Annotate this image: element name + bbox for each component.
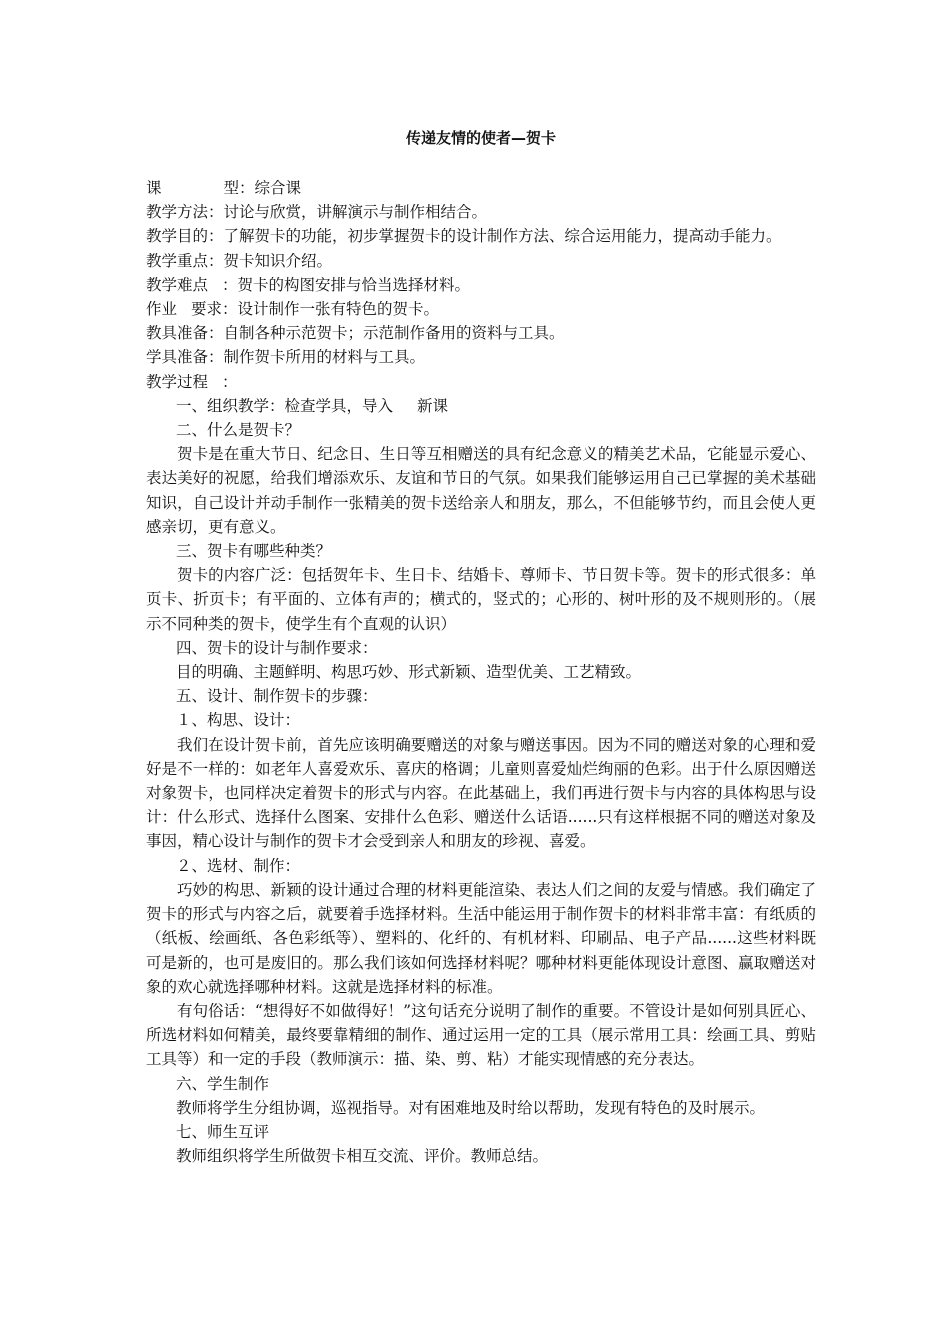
homework-requirement: [146, 297, 816, 321]
section-5-1-heading: １、构思、设计：: [176, 711, 301, 730]
section-2-paragraph: 贺卡是在重大节日、纪念日、生日等互相赠送的具有纪念意义的精美艺术品，它能显示爱心、表达美好的祝愿，给我们增添欢乐、友谊和节日的气氛。如果我们能够运用自己已掌握的美术基础知识，自己设计并动手制作一张精美的贺卡送给亲人和朋友，那么，不但能够节约，而且会使人更感亲切，更有意义。: [146, 445, 816, 536]
teaching-method: 教学方法：讨论与欣赏，讲解演示与制作相结合。: [146, 203, 488, 222]
section-1-heading: [146, 394, 816, 418]
section-5-2-paragraph-a: 巧妙的构思、新颖的设计通过合理的材料更能渲染、表达人们之间的友爱与情感。我们确定了贺卡的形式与内容之后，就要着手选择材料。生活中能运用于制作贺卡的材料非常丰富：有纸质的（纸板、绘画纸、各色彩纸等）、塑料的、化纤的、有机材料、印刷品、电子产品......这些材料既可是新的，也可是废旧的。那么我们该如何选择材料呢？哪种材料更能体现设计意图、赢取赠送对象的欢心就选择哪种材料。这就是选择材料的标准。: [146, 880, 816, 996]
teaching-key-point: 教学重点：贺卡知识介绍。: [146, 251, 333, 270]
student-preparation: 学具准备：制作贺卡所用的材料与工具。: [146, 348, 426, 367]
section-1-text-b: 新课: [417, 396, 449, 415]
section-5-2-paragraph-b: 有句俗话：“想得好不如做得好！”这句话充分说明了制作的重要。不管设计是如何别具匠心、所选材料如何精美，最终要靠精细的制作、通过运用一定的工具（展示常用工具：绘画工具、剪贴工具等）和一定的手段（教师演示：描、染、剪、粘）才能实现情感的充分表达。: [146, 1001, 816, 1069]
document-page: [146, 128, 816, 1168]
teaching-goal: 教学目的：了解贺卡的功能，初步掌握贺卡的设计制作方法、综合运用能力，提高动手能力。: [146, 227, 782, 246]
teaching-process-label: [146, 370, 816, 394]
teaching-difficulty: [146, 273, 816, 297]
section-6-heading: 六、学生制作: [176, 1074, 270, 1093]
section-5-2-heading: ２、选材、制作：: [176, 856, 301, 875]
teacher-preparation: 教具准备：自制各种示范贺卡；示范制作备用的资料与工具。: [146, 324, 565, 343]
lesson-type-value: 型：综合课: [223, 179, 302, 197]
lesson-type-label: 课: [146, 179, 162, 197]
lesson-type: [146, 176, 816, 200]
section-3-paragraph: 贺卡的内容广泛：包括贺年卡、生日卡、结婚卡、尊师卡、节日贺卡等。贺卡的形式很多：单页卡、折页卡；有平面的、立体有声的；横式的，竖式的；心形的、树叶形的及不规则形的。（展示不同种类的贺卡，使学生有个直观的认识）: [146, 566, 816, 633]
homework-label-a: 作业: [146, 300, 178, 319]
section-7-paragraph: 教师组织将学生所做贺卡相互交流、评价。教师总结。: [176, 1147, 549, 1166]
homework-label-b: 要求：设计制作一张有特色的贺卡。: [191, 300, 440, 319]
section-4-heading: 四、贺卡的设计与制作要求：: [176, 638, 378, 657]
process-label: 教学过程: [146, 372, 209, 391]
document-title: 传递友情的使者—贺卡: [405, 129, 556, 147]
section-6-paragraph: 教师将学生分组协调，巡视指导。对有困难地及时给以帮助，发现有特色的及时展示。: [176, 1098, 766, 1117]
section-1-text-a: 一、组织教学：检查学具，导入: [176, 396, 394, 415]
section-5-heading: 五、设计、制作贺卡的步骤：: [176, 687, 378, 706]
section-5-1-paragraph: 我们在设计贺卡前，首先应该明确要赠送的对象与赠送事因。因为不同的赠送对象的心理和爱好是不一样的：如老年人喜爱欢乐、喜庆的格调；儿童则喜爱灿烂绚丽的色彩。出于什么原因赠送对象贺卡，也同样决定着贺卡的形式与内容。在此基础上，我们再进行贺卡与内容的具体构思与设计：什么形式、选择什么图案、安排什么色彩、赠送什么话语......只有这样根据不同的赠送对象及事因，精心设计与制作的贺卡才会受到亲人和朋友的珍视、喜爱。: [146, 735, 816, 851]
difficulty-label: 教学难点: [146, 275, 209, 294]
section-7-heading: 七、师生互评: [176, 1122, 270, 1141]
section-2-heading: 二、什么是贺卡？: [176, 421, 301, 440]
section-3-heading: 三、贺卡有哪些种类？: [176, 542, 332, 561]
difficulty-value: ：贺卡的构图安排与恰当选择材料。: [222, 275, 471, 294]
section-4-paragraph: 目的明确、主题鲜明、构思巧妙、形式新颖、造型优美、工艺精致。: [176, 663, 642, 682]
process-colon: ：: [222, 372, 238, 391]
